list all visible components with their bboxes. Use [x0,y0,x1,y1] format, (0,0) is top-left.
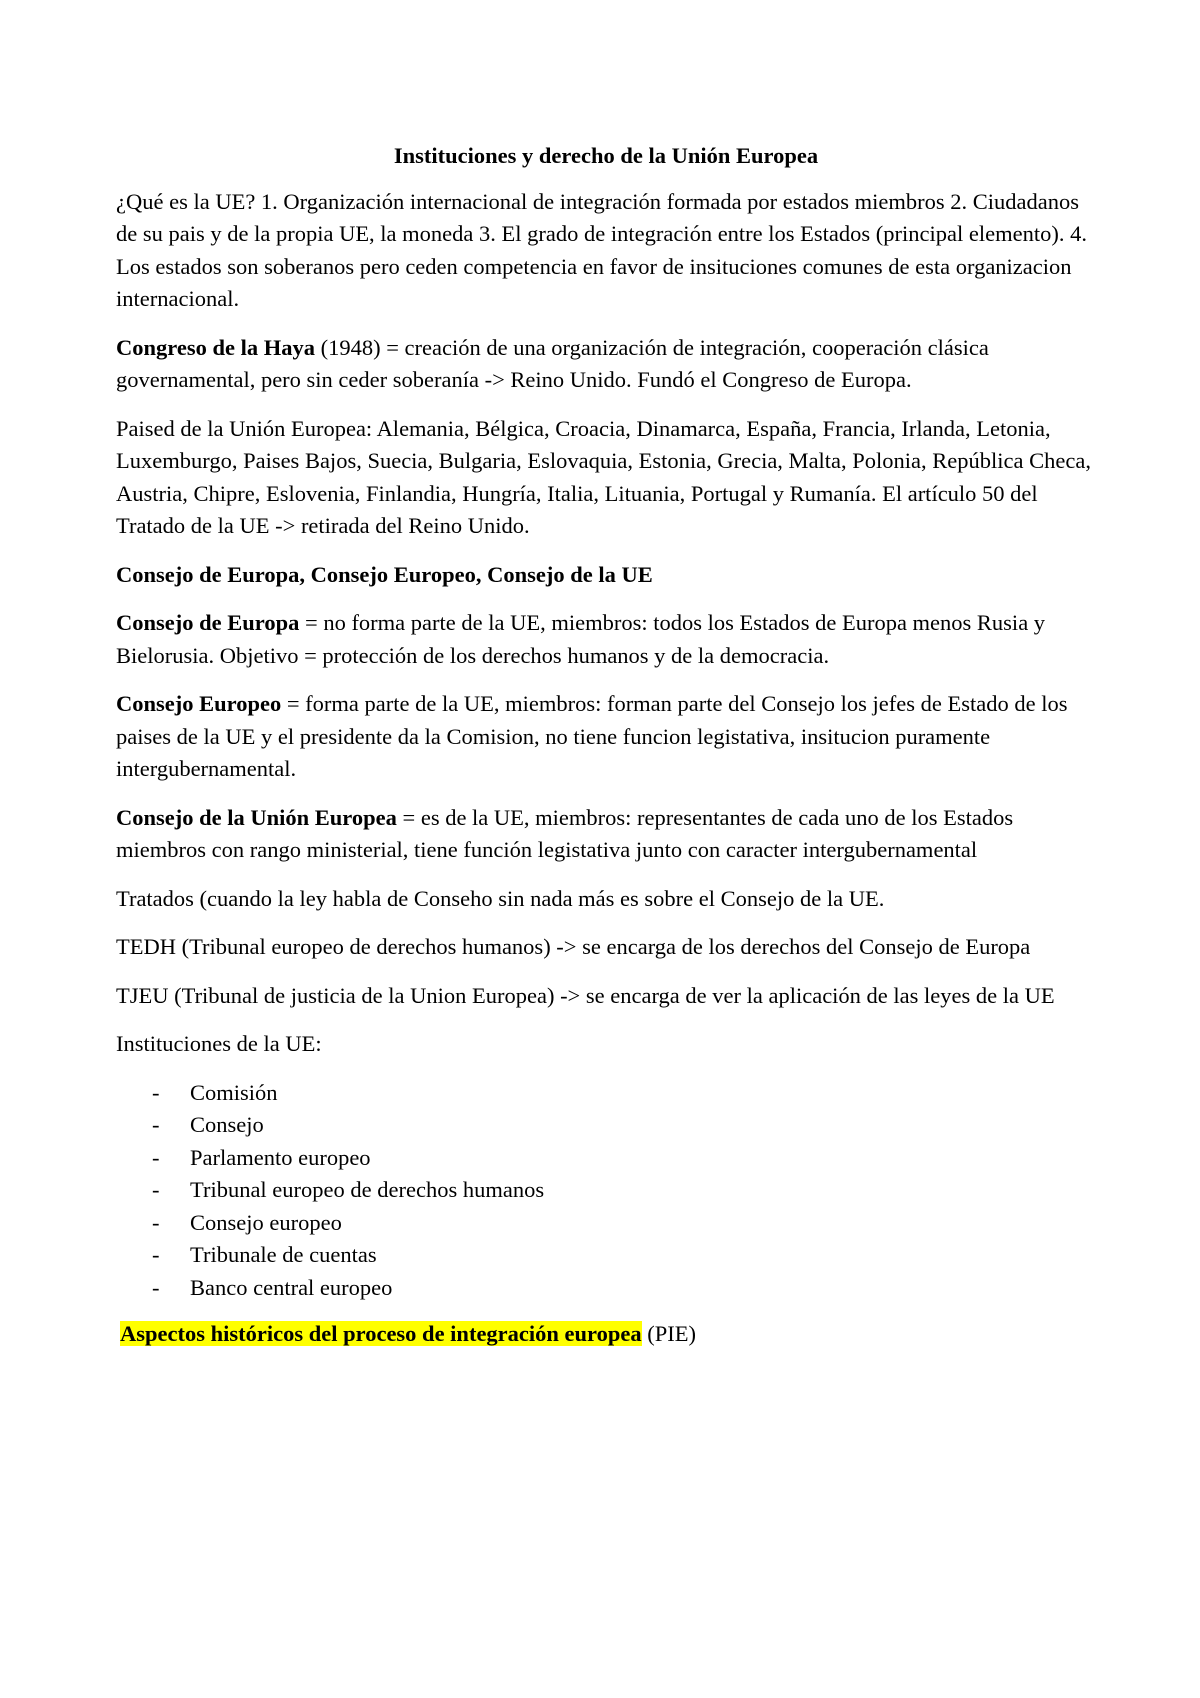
consejo-europa-term: Consejo de Europa [116,610,300,635]
dash-bullet: - [152,1079,160,1105]
instituciones-heading: Instituciones de la UE: [116,1031,322,1056]
document-title: Instituciones y derecho de la Unión Europea [393,143,819,168]
list-item [116,1077,1096,1110]
list-item-text: Comisión [190,1079,278,1105]
list-item-text: Tribunal europeo de derechos humanos [190,1177,545,1202]
dash-bullet: - [152,1209,160,1235]
list-item [116,1109,1096,1142]
consejo-ue-text: = es de la UE, miembros: representantes de cada uno de los Estados miembros con rango ministerial, tiene función legistativa junto con caracter intergubernamental [116,804,1014,862]
list-item-text: Parlamento europeo [190,1144,371,1170]
consejo-europeo-paragraph [116,688,1096,786]
list-item [116,1272,1096,1305]
dash-bullet: - [152,1177,160,1202]
consejo-ue-paragraph [116,802,1096,867]
historia-suffix: (PIE) [641,1321,696,1346]
haya-paragraph [116,332,1096,397]
list-item-text: Consejo [190,1112,264,1137]
historia-heading [116,1318,1096,1351]
consejo-europa-text: = no forma parte de la UE, miembros: todos los Estados de Europa menos Rusia y Bielorusia. Objetivo = protección de los derechos humanos y de la democracia. [116,610,1046,668]
tjeu-paragraph: TJEU (Tribunal de justicia de la Union Europea) -> se encarga de ver la aplicación de las leyes de la UE [116,982,1055,1008]
tedh-paragraph: TEDH (Tribunal europeo de derechos humanos) -> se encarga de los derechos del Consejo de Europa [116,934,1031,959]
instituciones-list [116,1077,1096,1305]
historia-highlighted-text: Aspectos históricos del proceso de integración europea [120,1321,642,1346]
haya-term: Congreso de la Haya [116,334,315,360]
list-item [116,1174,1096,1207]
haya-text: (1948) = creación de una organización de integración, cooperación clásica governamental, pero sin ceder soberanía -> Reino Unido. Fundó el Congreso de Europa. [116,334,989,392]
consejo-europeo-term: Consejo Europeo [116,691,282,716]
tratados-paragraph: Tratados (cuando la ley habla de Conseho sin nada más es sobre el Consejo de la UE. [116,885,885,911]
dash-bullet: - [152,1112,160,1137]
document-page [116,140,1096,1351]
list-item [116,1142,1096,1175]
consejo-europeo-text: = forma parte de la UE, miembros: forman parte del Consejo los jefes de Estado de los paises de la UE y el presidente da la Comision, no tiene funcion legistativa, insitucion puramente intergubernamental. [116,691,1068,781]
list-item [116,1239,1096,1272]
dash-bullet: - [152,1274,160,1300]
consejos-heading [116,559,1096,592]
dash-bullet: - [152,1144,160,1170]
consejo-europa-paragraph [116,607,1096,672]
paises-paragraph: Paised de la Unión Europea: Alemania, Bélgica, Croacia, Dinamarca, España, Francia, Irlanda, Letonia, Luxemburgo, Paises Bajos, Suecia, Bulgaria, Eslovaquia, Estonia, Grecia, Malta, Polonia, República Checa, Austria, Chipre, Eslovenia, Finlandia, Hungría, Italia, Lituania, Portugal y Rumanía. El artículo 50 del Tratado de la UE -> retirada del Reino Unido. [116,415,1091,538]
list-item-text: Banco central europeo [190,1274,393,1300]
list-item-text: Consejo europeo [190,1209,342,1235]
dash-bullet: - [152,1242,160,1267]
consejo-ue-term: Consejo de la Unión Europea [116,804,397,830]
list-item [116,1207,1096,1240]
intro-paragraph: ¿Qué es la UE? 1. Organización internacional de integración formada por estados miembros 2. Ciudadanos de su pais y de la propia UE, la moneda 3. El grado de integración entre los Estados (principal elemento). 4. Los estados son soberanos pero ceden competencia en favor de insituciones comunes de esta organizacion internacional. [116,188,1087,311]
list-item-text: Tribunale de cuentas [190,1242,377,1267]
consejos-heading-text: Consejo de Europa, Consejo Europeo, Consejo de la UE [116,561,653,587]
